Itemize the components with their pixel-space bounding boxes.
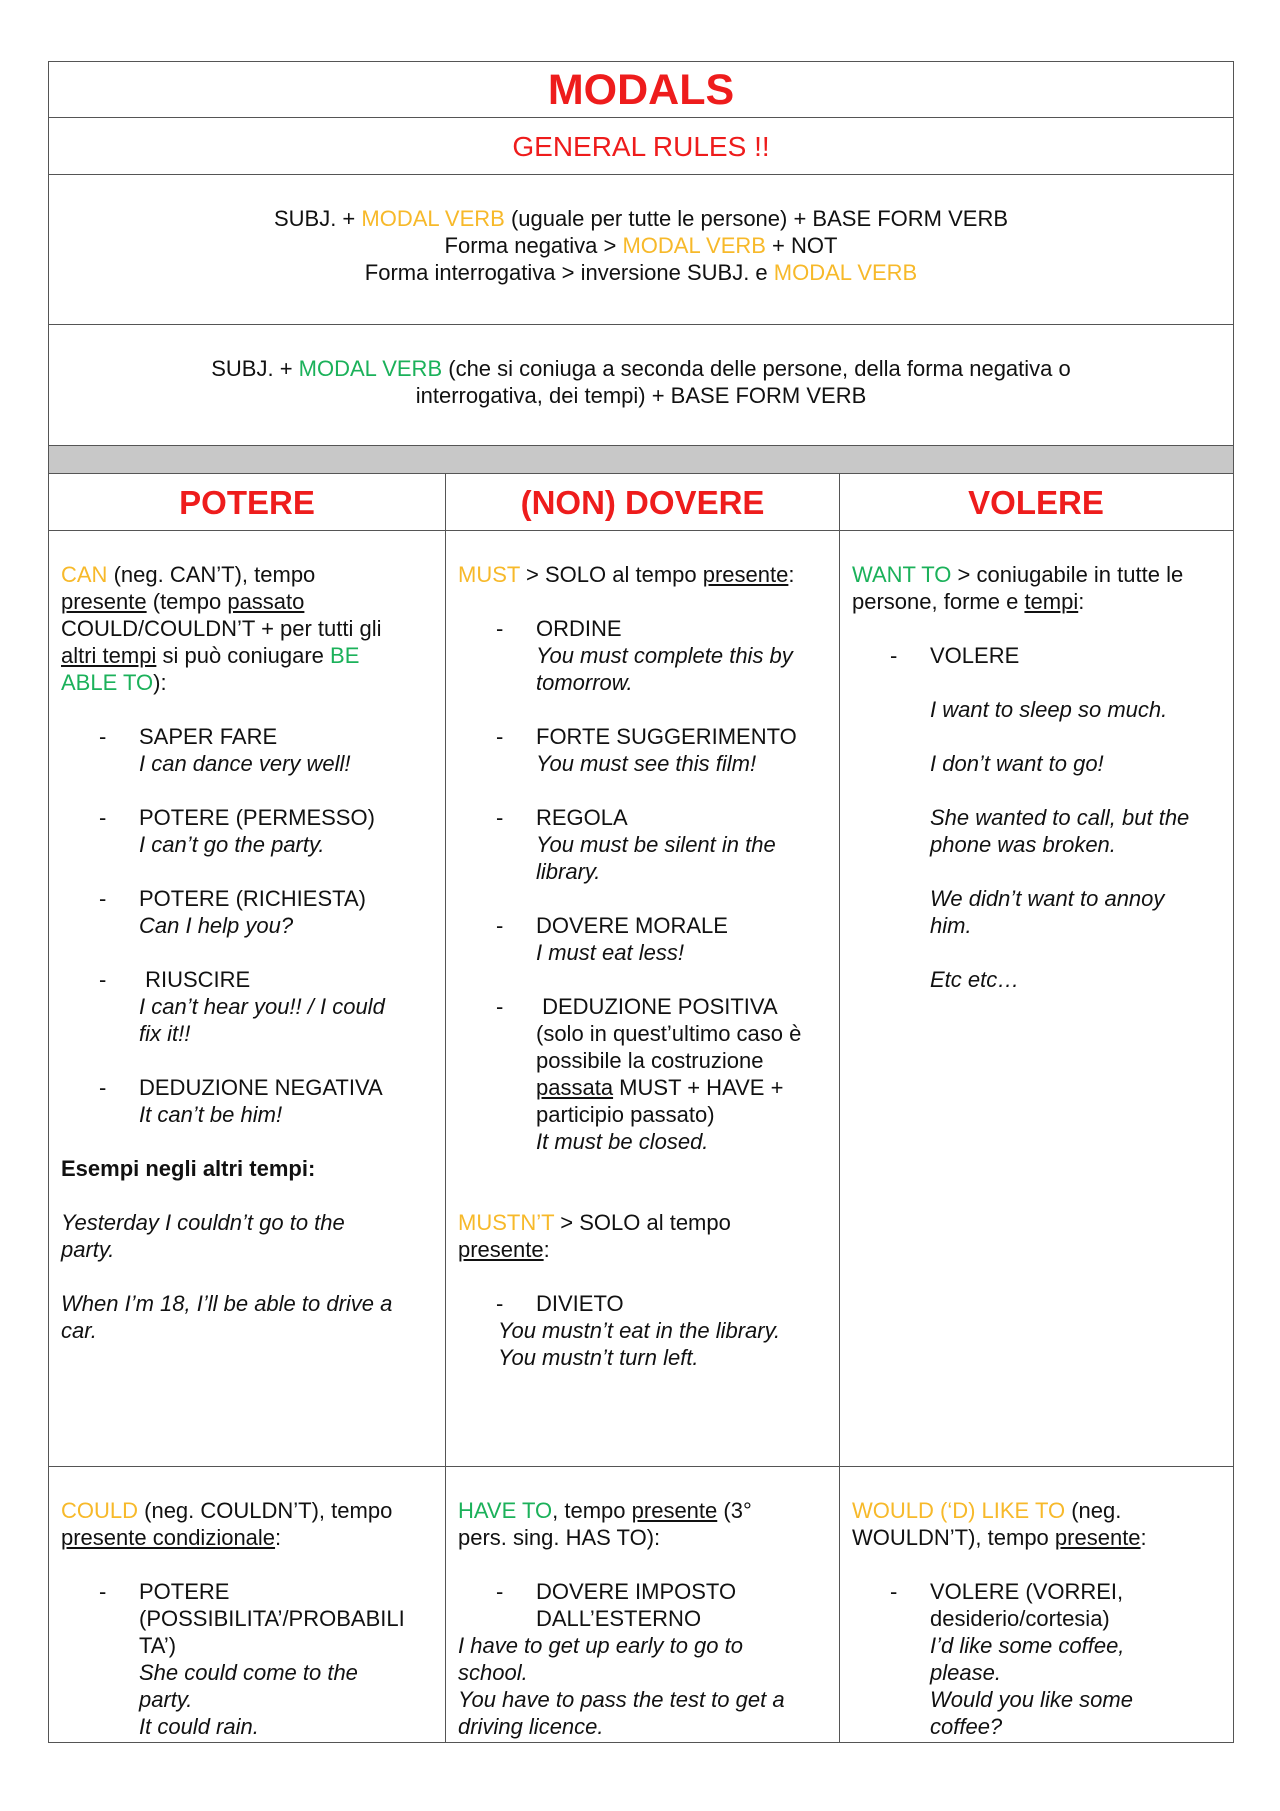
item-note: MUST + HAVE + (613, 1075, 784, 1100)
item-label: (POSSIBILITA’/PROBABILI (139, 1606, 405, 1631)
item-example: I have to get up early to go to (458, 1633, 743, 1658)
header-dovere: (NON) DOVERE (520, 484, 765, 521)
item-label: DALL’ESTERNO (536, 1606, 702, 1631)
item-label: VOLERE (VORREI, (930, 1579, 1124, 1604)
item-label: desiderio/cortesia) (930, 1606, 1110, 1631)
item-example: She could come to the (139, 1660, 358, 1685)
item-label: RIUSCIRE (139, 967, 251, 992)
header-volere: VOLERE (968, 484, 1104, 521)
text: presente condizionale (61, 1525, 276, 1550)
item-label: VOLERE (930, 643, 1020, 668)
text: > SOLO al tempo (554, 1210, 731, 1235)
item-label: POTERE (RICHIESTA) (139, 886, 366, 911)
list-item: - RIUSCIRE I can’t hear you!! / I could fix it!! (61, 966, 433, 1047)
item-example: him. (930, 913, 972, 938)
text: : (1078, 589, 1085, 614)
would-like-keyword: WOULD (‘D) LIKE TO (852, 1498, 1066, 1523)
item-example: fix it!! (139, 1021, 191, 1046)
text: : (543, 1237, 550, 1262)
text: presente (61, 589, 147, 614)
item-example: You must be silent in the (536, 832, 776, 857)
want-to-keyword: WANT TO (852, 562, 952, 587)
potere-cell (49, 531, 446, 1466)
list-item: - FORTE SUGGERIMENTO You must see this film! (458, 723, 827, 777)
text: si può coniugare (156, 643, 331, 668)
could-cell (49, 1467, 446, 1742)
list-item: - DOVERE MORALE I must eat less! (458, 912, 827, 966)
subtitle-row (49, 118, 1233, 175)
item-example: driving licence. (458, 1714, 604, 1739)
be-able-to-keyword: BE (330, 643, 360, 668)
text: pers. sing. HAS TO): (458, 1525, 661, 1550)
bottom-row (49, 1467, 1233, 1742)
list-item: - VOLERE (VORREI, desiderio/cortesia) I’d like some coffee, please. Would you like some coffee? (852, 1578, 1220, 1740)
text: ): (153, 670, 167, 695)
can-keyword: CAN (61, 562, 108, 587)
rule1-text: SUBJ. + (273, 206, 362, 231)
item-label: DIVIETO (536, 1291, 624, 1316)
text: altri tempi (61, 643, 157, 668)
page-subtitle: GENERAL RULES !! (512, 131, 770, 162)
dovere-cell (446, 531, 840, 1466)
text: passato (227, 589, 305, 614)
item-note: (solo in quest’ultimo caso è (536, 1021, 802, 1046)
text: (neg. COULDN’T), tempo (138, 1498, 393, 1523)
item-example: phone was broken. (930, 832, 1116, 857)
item-example: You mustn’t turn left. (498, 1345, 699, 1370)
other-example: car. (61, 1318, 97, 1343)
be-able-to-keyword: ABLE TO (61, 670, 154, 695)
list-item: - ORDINE You must complete this by tomorrow. (458, 615, 827, 696)
text: (3° (717, 1498, 752, 1523)
item-example: It can’t be him! (139, 1102, 283, 1127)
text: (tempo (146, 589, 228, 614)
text: : (275, 1525, 282, 1550)
text: WOULDN’T), tempo (852, 1525, 1055, 1550)
text: (neg. CAN’T), tempo (107, 562, 316, 587)
volere-cell (840, 531, 1232, 1466)
text: : (1140, 1525, 1147, 1550)
text: presente (458, 1237, 544, 1262)
item-example: coffee? (930, 1714, 1003, 1739)
item-example: Can I help you? (139, 913, 294, 938)
modal-verb-yellow: MODAL VERB (361, 206, 505, 231)
other-example: When I’m 18, I’ll be able to drive a (61, 1291, 393, 1316)
item-label: POTERE (PERMESSO) (139, 805, 375, 830)
have-to-cell (446, 1467, 840, 1742)
modal-verb-yellow: MODAL VERB (622, 233, 766, 258)
list-item: - POTERE (POSSIBILITA’/PROBABILI TA’) She could come to the party. It could rain. (61, 1578, 433, 1740)
item-label: ORDINE (536, 616, 622, 641)
rule2-text: interrogativa, dei tempi) + BASE FORM VERB (415, 383, 867, 408)
rule1-text: Forma negativa > (444, 233, 623, 258)
separator-bar (49, 446, 1233, 474)
item-example: please. (930, 1660, 1001, 1685)
have-to-keyword: HAVE TO (458, 1498, 553, 1523)
rule1-text: Forma interrogativa > inversione SUBJ. e (364, 260, 774, 285)
text: presente (631, 1498, 718, 1523)
other-tenses-title: Esempi negli altri tempi: (61, 1156, 316, 1181)
item-example: It must be closed. (536, 1129, 709, 1154)
rule1-text: + NOT (765, 233, 838, 258)
item-label: DOVERE IMPOSTO (536, 1579, 737, 1604)
item-example: Etc etc… (930, 967, 1020, 992)
text: COULD/COULDN’T + per tutti gli (61, 616, 382, 641)
would-like-cell (840, 1467, 1232, 1742)
item-example: You mustn’t eat in the library. (498, 1318, 781, 1343)
text: persone, forme e (852, 589, 1025, 614)
item-example: I’d like some coffee, (930, 1633, 1125, 1658)
item-example: library. (536, 859, 601, 884)
item-label: SAPER FARE (139, 724, 278, 749)
header-potere: POTERE (179, 484, 315, 521)
list-item: - VOLERE (852, 642, 1220, 669)
other-example: party. (61, 1237, 115, 1262)
list-item: - SAPER FARE I can dance very well! (61, 723, 433, 777)
item-example: You have to pass the test to get a (458, 1687, 785, 1712)
item-example: Would you like some (930, 1687, 1133, 1712)
list-item: - DEDUZIONE NEGATIVA It can’t be him! (61, 1074, 433, 1128)
item-example: She wanted to call, but the (930, 805, 1190, 830)
rule1-text: (uguale per tutte le persone) + BASE FORM VERB (504, 206, 1009, 231)
item-example: We didn’t want to annoy (930, 886, 1165, 911)
item-example: I can’t hear you!! / I could (139, 994, 385, 1019)
item-note: participio passato) (536, 1102, 715, 1127)
item-note: passata (536, 1075, 614, 1100)
modals-table (48, 61, 1234, 1743)
list-item: - REGOLA You must be silent in the library. (458, 804, 827, 885)
text: presente (702, 562, 789, 587)
rule2-text: SUBJ. + (211, 356, 299, 381)
must-keyword: MUST (458, 562, 520, 587)
header-row (49, 474, 1233, 531)
could-keyword: COULD (61, 1498, 139, 1523)
text: (neg. (1065, 1498, 1122, 1523)
text: , tempo (552, 1498, 632, 1523)
list-item: - POTERE (RICHIESTA) Can I help you? (61, 885, 433, 939)
modal-verb-green: MODAL VERB (298, 356, 443, 381)
text: : (788, 562, 795, 587)
item-example: You must complete this by (536, 643, 793, 668)
rule2-text: (che si coniuga a seconda delle persone, della forma negativa o (442, 356, 1071, 381)
item-note: possibile la costruzione (536, 1048, 764, 1073)
other-example: Yesterday I couldn’t go to the (61, 1210, 345, 1235)
item-example: I want to sleep so much. (930, 697, 1168, 722)
text: presente (1054, 1525, 1141, 1550)
page-title: MODALS (547, 66, 735, 114)
item-label: POTERE (139, 1579, 230, 1604)
item-example: I must eat less! (536, 940, 684, 965)
modal-verb-yellow: MODAL VERB (773, 260, 918, 285)
item-label: DEDUZIONE NEGATIVA (139, 1075, 383, 1100)
rule-green-modals (49, 325, 1233, 446)
item-example: I can dance very well! (139, 751, 351, 776)
item-example: tomorrow. (536, 670, 633, 695)
item-example: It could rain. (139, 1714, 259, 1739)
rule-yellow-modals (49, 175, 1233, 325)
item-label: DOVERE MORALE (536, 913, 728, 938)
item-label: FORTE SUGGERIMENTO (536, 724, 797, 749)
main-body-row (49, 531, 1233, 1467)
item-label: DEDUZIONE POSITIVA (536, 994, 778, 1019)
item-example: school. (458, 1660, 528, 1685)
list-item: - POTERE (PERMESSO) I can’t go the party. (61, 804, 433, 858)
list-item: - DOVERE IMPOSTO DALL’ESTERNO (458, 1578, 827, 1632)
item-label: TA’) (139, 1633, 177, 1658)
item-example: You must see this film! (536, 751, 757, 776)
list-item: - DEDUZIONE POSITIVA (solo in quest’ultimo caso è possibile la costruzione passata MUST + HAVE + participio passato) It must be closed. (458, 993, 827, 1155)
item-label: REGOLA (536, 805, 628, 830)
item-example: I can’t go the party. (139, 832, 325, 857)
text: > coniugabile in tutte le (951, 562, 1184, 587)
list-item: - DIVIETO (458, 1290, 827, 1317)
title-row (49, 62, 1233, 118)
item-example: party. (139, 1687, 193, 1712)
text: tempi (1024, 589, 1079, 614)
text: > SOLO al tempo (519, 562, 703, 587)
item-example: I don’t want to go! (930, 751, 1104, 776)
mustnt-keyword: MUSTN’T (458, 1210, 555, 1235)
